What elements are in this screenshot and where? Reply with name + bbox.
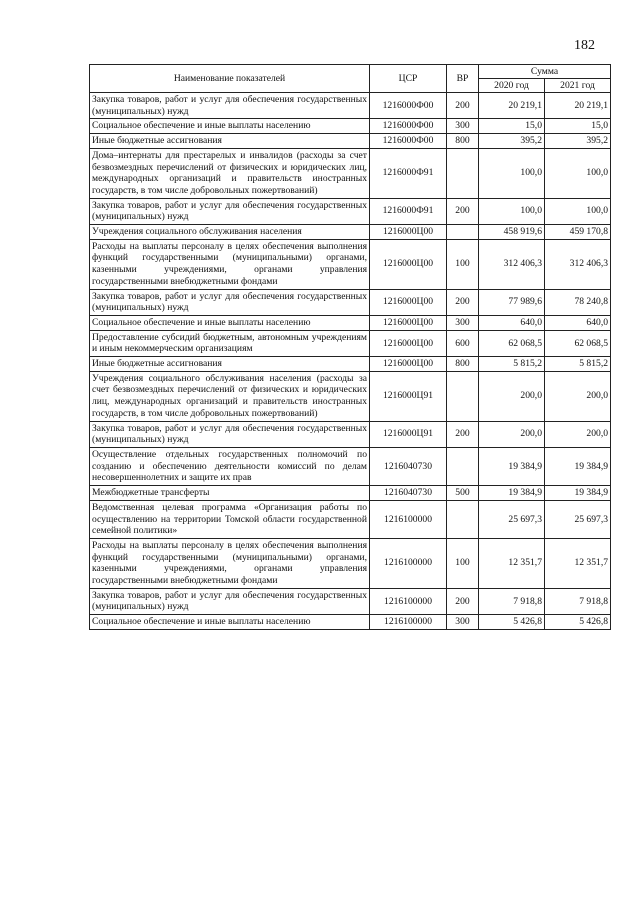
row-csr: 1216100000 [370, 500, 447, 538]
row-vr [447, 371, 479, 421]
row-name: Дома–интернаты для престарелых и инвалидов (расходы за счет безвозмездных перечислений от физических и юридических лиц, международных организаций и правительств иностранных государств, в том числе добровольных пожертвований) [90, 148, 370, 198]
table-row [90, 134, 611, 149]
row-value-2020: 62 068,5 [479, 330, 545, 356]
header-csr: ЦСР [370, 65, 447, 93]
row-value-2020: 100,0 [479, 148, 545, 198]
row-csr: 1216040730 [370, 447, 447, 485]
row-vr: 500 [447, 486, 479, 501]
row-name: Иные бюджетные ассигнования [90, 357, 370, 372]
row-value-2020: 5 815,2 [479, 357, 545, 372]
row-vr: 200 [447, 289, 479, 315]
row-name: Закупка товаров, работ и услуг для обеспечения государственных (муниципальных) нужд [90, 588, 370, 614]
row-name: Учреждения социального обслуживания населения (расходы за счет безвозмездных перечислений от физических и юридических лиц, международных организаций и правительств иностранных государств, в том числе добровольных пожертвований) [90, 371, 370, 421]
header-name: Наименование показателей [90, 65, 370, 93]
row-csr: 1216040730 [370, 486, 447, 501]
table-row [90, 315, 611, 330]
row-value-2021: 19 384,9 [545, 447, 611, 485]
row-value-2020: 312 406,3 [479, 239, 545, 289]
row-vr [447, 148, 479, 198]
row-vr: 800 [447, 134, 479, 149]
row-csr: 1216000Ц00 [370, 315, 447, 330]
row-vr: 300 [447, 615, 479, 630]
table-row [90, 371, 611, 421]
row-value-2021: 5 426,8 [545, 615, 611, 630]
row-name: Социальное обеспечение и иные выплаты населению [90, 615, 370, 630]
row-name: Межбюджетные трансферты [90, 486, 370, 501]
row-value-2020: 15,0 [479, 119, 545, 134]
table-row [90, 148, 611, 198]
row-vr: 300 [447, 119, 479, 134]
table-row [90, 486, 611, 501]
row-vr: 600 [447, 330, 479, 356]
table-row [90, 588, 611, 614]
row-value-2020: 458 919,6 [479, 225, 545, 240]
row-csr: 1216100000 [370, 538, 447, 588]
row-value-2021: 312 406,3 [545, 239, 611, 289]
table-row [90, 239, 611, 289]
row-name: Расходы на выплаты персоналу в целях обеспечения выполнения функций государственными (муниципальными) органами, казенными учреждениями, органами управления государственными внебюджетными фондами [90, 239, 370, 289]
row-name: Закупка товаров, работ и услуг для обеспечения государственных (муниципальных) нужд [90, 93, 370, 119]
row-value-2021: 100,0 [545, 198, 611, 224]
table-row [90, 225, 611, 240]
row-csr: 1216100000 [370, 615, 447, 630]
table-row [90, 289, 611, 315]
table-row [90, 538, 611, 588]
table-row [90, 357, 611, 372]
row-value-2021: 459 170,8 [545, 225, 611, 240]
row-name: Закупка товаров, работ и услуг для обеспечения государственных (муниципальных) нужд [90, 421, 370, 447]
row-value-2021: 200,0 [545, 371, 611, 421]
row-csr: 1216000Ф00 [370, 93, 447, 119]
row-csr: 1216000Ц00 [370, 289, 447, 315]
table-row [90, 615, 611, 630]
row-value-2021: 7 918,8 [545, 588, 611, 614]
row-value-2020: 20 219,1 [479, 93, 545, 119]
row-value-2020: 12 351,7 [479, 538, 545, 588]
row-name: Расходы на выплаты персоналу в целях обеспечения выполнения функций государственными (муниципальными) органами, казенными учреждениями, органами управления государственными внебюджетными фондами [90, 538, 370, 588]
row-csr: 1216000Ф91 [370, 198, 447, 224]
row-value-2021: 640,0 [545, 315, 611, 330]
row-value-2021: 100,0 [545, 148, 611, 198]
row-csr: 1216000Ф00 [370, 119, 447, 134]
row-vr: 200 [447, 93, 479, 119]
row-vr: 300 [447, 315, 479, 330]
row-value-2021: 5 815,2 [545, 357, 611, 372]
row-csr: 1216000Ц00 [370, 225, 447, 240]
row-name: Учреждения социального обслуживания населения [90, 225, 370, 240]
row-vr [447, 500, 479, 538]
row-csr: 1216000Ф91 [370, 148, 447, 198]
row-name: Ведомственная целевая программа «Организация работы по осуществлению на территории Томской области государственной семейной политики» [90, 500, 370, 538]
row-value-2020: 200,0 [479, 421, 545, 447]
row-name: Закупка товаров, работ и услуг для обеспечения государственных (муниципальных) нужд [90, 198, 370, 224]
row-csr: 1216000Ц00 [370, 239, 447, 289]
row-value-2021: 20 219,1 [545, 93, 611, 119]
row-name: Закупка товаров, работ и услуг для обеспечения государственных (муниципальных) нужд [90, 289, 370, 315]
row-value-2020: 200,0 [479, 371, 545, 421]
row-value-2020: 25 697,3 [479, 500, 545, 538]
table-row [90, 421, 611, 447]
row-value-2020: 640,0 [479, 315, 545, 330]
row-vr: 800 [447, 357, 479, 372]
table-header [90, 65, 611, 93]
row-value-2020: 5 426,8 [479, 615, 545, 630]
row-name: Осуществление отдельных государственных полномочий по созданию и обеспечению деятельности комиссий по делам несовершеннолетних и защите их прав [90, 447, 370, 485]
row-name: Социальное обеспечение и иные выплаты населению [90, 315, 370, 330]
header-2021: 2021 год [545, 79, 611, 93]
row-value-2020: 19 384,9 [479, 486, 545, 501]
row-value-2021: 78 240,8 [545, 289, 611, 315]
row-name: Социальное обеспечение и иные выплаты населению [90, 119, 370, 134]
table-row [90, 447, 611, 485]
row-name: Иные бюджетные ассигнования [90, 134, 370, 149]
row-name: Предоставление субсидий бюджетным, автономным учреждениям и иным некоммерческим организациям [90, 330, 370, 356]
row-csr: 1216000Ц91 [370, 371, 447, 421]
row-value-2021: 19 384,9 [545, 486, 611, 501]
row-csr: 1216100000 [370, 588, 447, 614]
table-body [90, 93, 611, 630]
row-vr: 100 [447, 538, 479, 588]
budget-table [89, 64, 611, 630]
row-value-2021: 15,0 [545, 119, 611, 134]
row-value-2020: 19 384,9 [479, 447, 545, 485]
header-sum: Сумма [479, 65, 611, 79]
row-csr: 1216000Ц00 [370, 357, 447, 372]
row-vr: 100 [447, 239, 479, 289]
row-vr: 200 [447, 198, 479, 224]
row-value-2020: 7 918,8 [479, 588, 545, 614]
row-value-2020: 100,0 [479, 198, 545, 224]
row-value-2021: 62 068,5 [545, 330, 611, 356]
page-number: 182 [574, 38, 595, 53]
row-csr: 1216000Ц91 [370, 421, 447, 447]
row-csr: 1216000Ц00 [370, 330, 447, 356]
row-vr [447, 447, 479, 485]
header-vr: ВР [447, 65, 479, 93]
table-row [90, 330, 611, 356]
row-value-2021: 200,0 [545, 421, 611, 447]
row-value-2021: 25 697,3 [545, 500, 611, 538]
row-value-2020: 395,2 [479, 134, 545, 149]
row-vr [447, 225, 479, 240]
table-row [90, 93, 611, 119]
row-csr: 1216000Ф00 [370, 134, 447, 149]
row-vr: 200 [447, 588, 479, 614]
row-value-2021: 395,2 [545, 134, 611, 149]
header-2020: 2020 год [479, 79, 545, 93]
row-value-2021: 12 351,7 [545, 538, 611, 588]
row-value-2020: 77 989,6 [479, 289, 545, 315]
table-row [90, 119, 611, 134]
row-vr: 200 [447, 421, 479, 447]
table-row [90, 198, 611, 224]
table-row [90, 500, 611, 538]
